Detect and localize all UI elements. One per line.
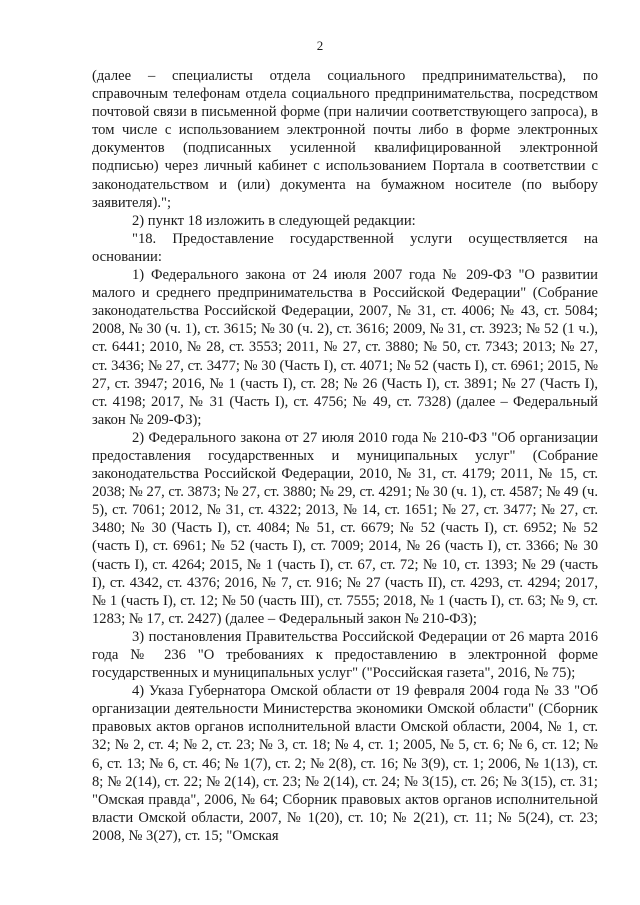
paragraph-item-2-intro: 2) пункт 18 изложить в следующей редакции: [132, 212, 416, 229]
paragraph-clause-18: "18. Предоставление государственной услуги осуществляется на основании: [92, 230, 598, 265]
paragraph-law-209-fz: 1) Федерального закона от 24 июля 2007 года № 209-ФЗ "О развитии малого и среднего предпринимательства в Российской Федерации" (Собрание законодательства Российской Федерации, 2007, № 31, ст. 4006; № 43, ст. 5084; 2008, № 30 (ч. 1), ст. 3615; № 30 (ч. 2), ст. 3616; 2009, № 31, ст. 3923; № 52 (1 ч.), ст. 6441; 2010, № 28, ст. 3553; 2011, № 27, ст. 3880; № 50, ст. 7343; 2013; № 27, ст. 3436; № 27, ст. 3477; № 30 (Часть I), ст. 4071; № 52 (часть I), ст. 6961; 2015, № 27, ст. 3947; 2016, № 1 (часть I), ст. 28; № 26 (Часть I), ст. 3891; № 27 (Часть I), ст. 4198; 2017, № 31 (Часть I), ст. 4756; № 49, ст. 7328) (далее – Федеральный закон № 209-ФЗ); [92, 267, 598, 428]
paragraph-governor-decree-33: 4) Указа Губернатора Омской области от 19 февраля 2004 года № 33 "Об организации деятельности Министерства экономики Омской области" (Сборник правовых актов органов исполнительной власти Омской области, 2004, № 1, ст. 32; № 2, ст. 4; № 2, ст. 23; № 3, ст. 18; № 4, ст. 1; 2005, № 5, ст. 6; № 6, ст. 12; № 6, ст. 13; № 6, ст. 46; № 1(7), ст. 2; № 2(8), ст. 16; № 3(9), ст. 1; 2006, № 1(13), ст. 8; № 2(14), ст. 22; № 2(14), ст. 23; № 2(14), ст. 24; № 3(15), ст. 26; № 3(15), ст. 31; "Омская правда", 2006, № 64; Сборник правовых актов органов исполнительной власти Омской области, 2007, № 1(20), ст. 10; № 2(21), ст. 11; № 5(24), ст. 23; 2008, № 3(27), ст. 15; "Омская [92, 683, 598, 844]
paragraph-consultation-methods: (далее – специалисты отдела социального предпринимательства), по справочным телефонам отдела социального предпринимательства, посредством почтовой связи в письменной форме (при наличии соответствующего запроса), в том числе с использованием электронной почты либо в форме электронных документов (подписанных усиленной квалифицированной электронной подписью) через личный кабинет с использованием Портала в соответствии с законодательством и (или) документа на бумажном носителе (по выбору заявителя)."; [92, 68, 598, 211]
page-number: 2 [316, 38, 324, 53]
paragraph-government-decree-236: 3) постановления Правительства Российской Федерации от 26 марта 2016 года № 236 "О требованиях к предоставлению в электронной форме государственных и муниципальных услуг" ("Российская газета", 2016, № 75); [92, 628, 598, 682]
paragraph-law-210-fz: 2) Федерального закона от 27 июля 2010 года № 210-ФЗ "Об организации предоставления государственных и муниципальных услуг" (Собрание законодательства Российской Федерации, 2010, № 31, ст. 4179; 2011, № 15, ст. 2038; № 27, ст. 3873; № 27, ст. 3880; № 29, ст. 4291; № 30 (ч. 1), ст. 4587; № 49 (ч. 5), ст. 7061; 2012, № 31, ст. 4322; 2013, № 14, ст. 1651; № 27, ст. 3477; № 27, ст. 3480; № 30 (Часть I), ст. 4084; № 51, ст. 6679; № 52 (часть I), ст. 6952; № 52 (часть I), ст. 6961; № 52 (часть I), ст. 7009; 2014, № 26 (часть I), ст. 3366; № 30 (часть I), ст. 4264; 2015, № 1 (часть I), ст. 67, ст. 72; № 10, ст. 1393; № 29 (часть I), ст. 4342, ст. 4376; 2016, № 7, ст. 916; № 27 (часть II), ст. 4293, ст. 4294; 2017, № 1 (часть I), ст. 12; № 50 (часть III), ст. 7555; 2018, № 1 (часть I), ст. 63; № 9, ст. 1283; № 17, ст. 2427) (далее – Федеральный закон № 210-ФЗ); [92, 429, 598, 627]
document-body [92, 67, 598, 845]
